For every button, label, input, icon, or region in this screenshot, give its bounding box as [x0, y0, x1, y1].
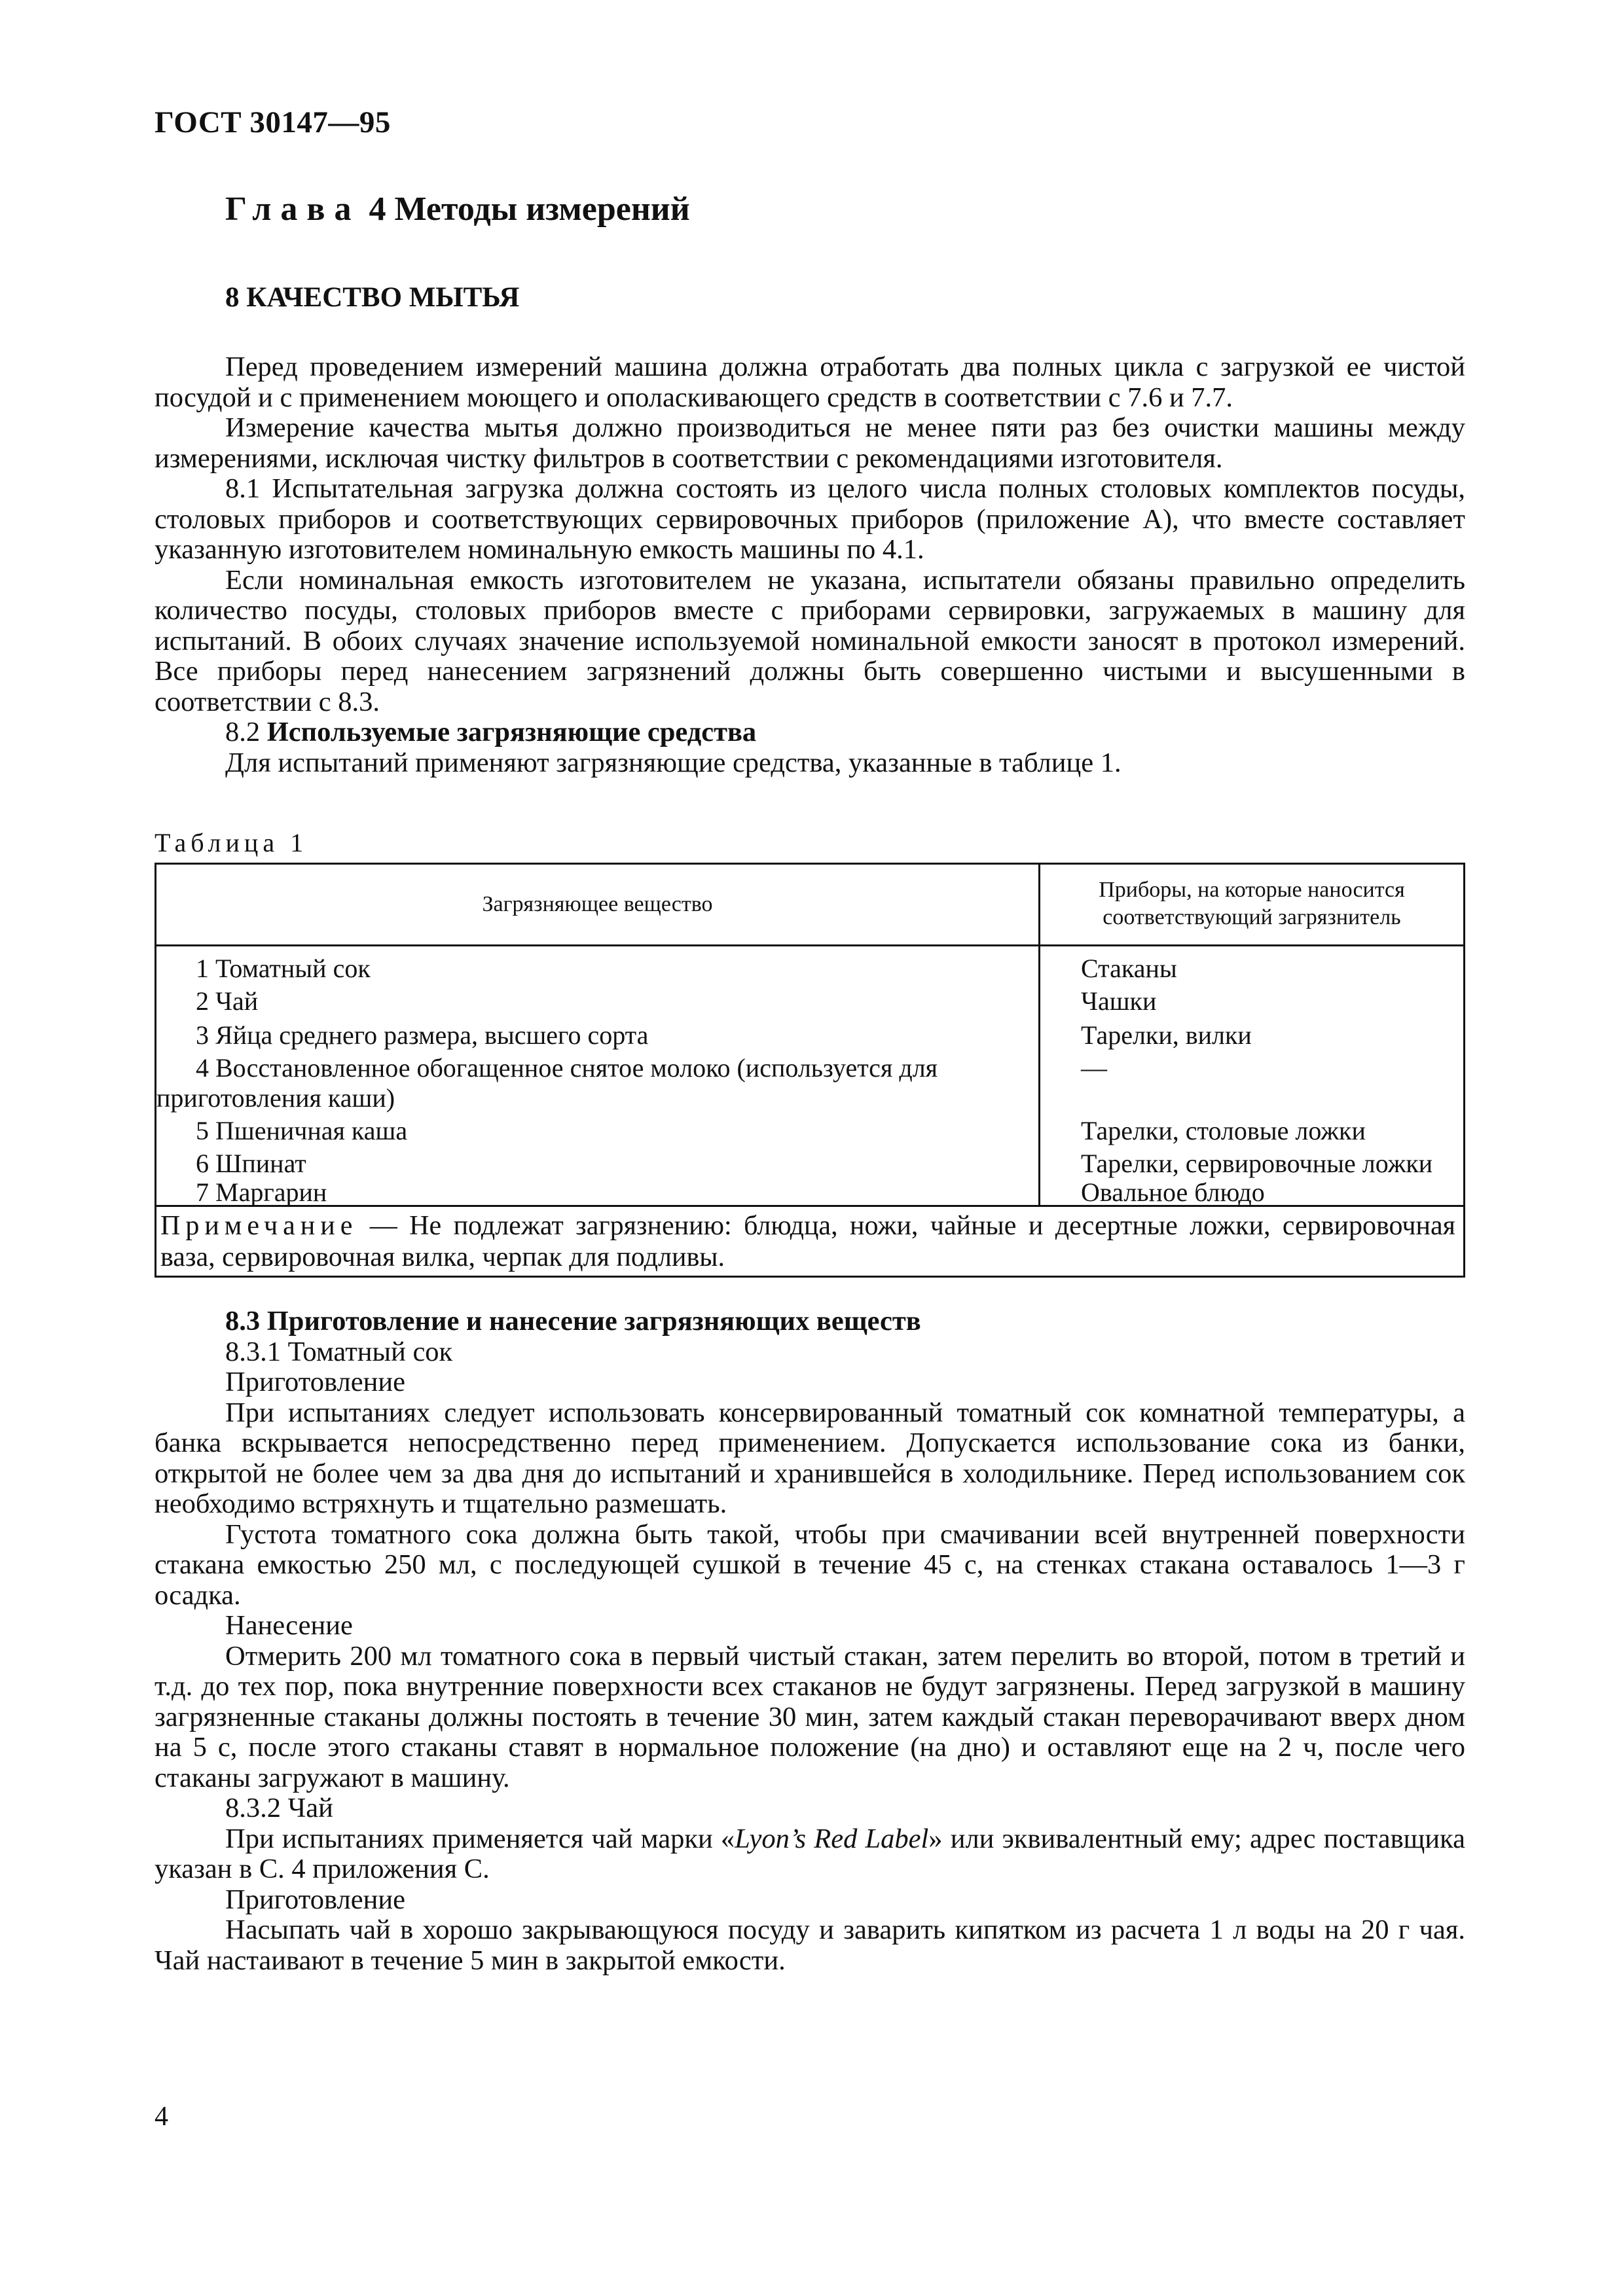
- table-caption: Таблица 1: [155, 828, 308, 857]
- label: Приготовление: [225, 1367, 405, 1397]
- table-cell-items: Стаканы: [1081, 954, 1177, 983]
- label: Приготовление: [225, 1884, 405, 1915]
- table-header-items: Приборы, на которые наносится соответствующий загрязнитель: [1099, 878, 1405, 929]
- table-note-text: — Не подлежат загрязнению: блюдца, ножи, чайные и десертные ложки, сервировочная ваза, сервировочная вилка, черпак для подливы.: [160, 1211, 1455, 1272]
- chapter-label: Глава: [225, 190, 361, 228]
- table-cell-items: Тарелки, сервировочные ложки: [1081, 1149, 1433, 1178]
- chapter-number: 4: [369, 190, 386, 228]
- subsection-title: 8.3.1 Томатный сок: [225, 1336, 453, 1367]
- table-cell-substance: 5 Пшеничная каша: [196, 1116, 408, 1145]
- subsection-number: 8.2: [225, 717, 261, 747]
- paragraph: Насыпать чай в хорошо закрывающуюся посуду и заварить кипятком из расчета 1 л воды на 20 г чая. Чай настаивают в течение 5 мин в закрытой емкости.: [155, 1914, 1465, 1976]
- paragraph: При испытаниях применяется чай марки «Lyon’s Red Label» или эквивалентный ему; адрес поставщика указан в С. 4 приложения С.: [155, 1823, 1465, 1884]
- paragraph: Отмерить 200 мл томатного сока в первый чистый стакан, затем перелить во второй, потом в третий и т.д. до тех пор, пока внутренние поверхности всех стаканов не будут загрязнены. Перед загрузкой в машину загрязненные стаканы должны постоять в течение 30 мин, затем каждый стакан переворачивают вверх дном на 5 с, после этого стаканы ставят в нормальное положение (на дно) и оставляют еще на 2 ч, после чего стаканы загружают в машину.: [155, 1640, 1465, 1793]
- paragraph: Измерение качества мытья должно производиться не менее пяти раз без очистки машины между измерениями, исключая чистку фильтров в соответствии с рекомендациями изготовителя.: [155, 412, 1465, 474]
- paragraph: 8.1 Испытательная загрузка должна состоять из целого числа полных столовых комплектов посуды, столовых приборов и соответствующих сервировочных приборов (приложение А), что вместе составляет указанную изготовителем номинальную емкость машины по 4.1.: [155, 473, 1465, 565]
- table-cell-items: Тарелки, вилки: [1081, 1020, 1252, 1050]
- table-cell-items: Тарелки, столовые ложки: [1081, 1116, 1366, 1145]
- intro-text: [155, 352, 1465, 778]
- paragraph: Для испытаний применяют загрязняющие средства, указанные в таблице 1.: [225, 747, 1122, 778]
- contaminants-table: [155, 863, 1465, 1278]
- table-cell-substance: 2 Чай: [196, 986, 259, 1016]
- label: Нанесение: [225, 1610, 353, 1641]
- table-cell-substance: 6 Шпинат: [196, 1149, 306, 1178]
- document-id: ГОСТ 30147—95: [155, 105, 391, 139]
- table-note: [160, 1210, 1455, 1273]
- table-cell-items: Овальное блюдо: [1081, 1177, 1265, 1207]
- table-cell-items: —: [1081, 1053, 1107, 1083]
- table-note-label: Примечание: [160, 1211, 358, 1241]
- section-heading: 8 КАЧЕСТВО МЫТЬЯ: [225, 282, 520, 313]
- paragraph: При испытаниях следует использовать консервированный томатный сок комнатной температуры, а банка вскрывается непосредственно перед применением. Допускается использование сока из банки, открытой не более чем за два дня до испытаний и хранившейся в холодильнике. Перед использованием сок необходимо встряхнуть и тщательно размешать.: [155, 1397, 1465, 1519]
- table-cell-substance: 7 Маргарин: [196, 1177, 327, 1207]
- table-cell-substance: 1 Томатный сок: [196, 954, 371, 983]
- subsection-title: Используемые загрязняющие средства: [266, 717, 757, 747]
- table-cell-substance: 3 Яйца среднего размера, высшего сорта: [196, 1020, 649, 1050]
- chapter-title: Методы измерений: [394, 190, 690, 228]
- tea-brand: Lyon’s Red Label: [735, 1823, 929, 1854]
- paragraph: Густота томатного сока должна быть такой, чтобы при смачивании всей внутренней поверхности стакана емкостью 250 мл, с последующей сушкой в течение 45 с, на стенках стакана оставалось 1—3 г осадка.: [155, 1518, 1465, 1611]
- subsection-title: 8.3.2 Чай: [225, 1793, 333, 1823]
- table-cell-items: Чашки: [1081, 986, 1157, 1016]
- subsection-heading: 8.3 Приготовление и нанесение загрязняющих веществ: [225, 1306, 921, 1336]
- chapter-heading: [225, 190, 690, 228]
- table-header-substance: Загрязняющее вещество: [482, 892, 713, 916]
- subsection-8-2: [155, 717, 1465, 748]
- paragraph: Если номинальная емкость изготовителем не указана, испытатели обязаны правильно определить количество посуды, столовых приборов вместе с приборами сервировки, загружаемых в машину для испытаний. В обоих случаях значение используемой номинальной емкости заносят в протокол измерений. Все приборы перед нанесением загрязнений должны быть совершенно чистыми и высушенными в соответствии с 8.3.: [155, 564, 1465, 717]
- table-cell-substance: 4 Восстановленное обогащенное снятое молоко (используется для приготовления каши): [156, 1053, 938, 1113]
- paragraph: Перед проведением измерений машина должна отработать два полных цикла с загрузкой ее чистой посудой и с применением моющего и ополаскивающего средств в соответствии с 7.6 и 7.7.: [155, 351, 1465, 413]
- section-8-3-text: [155, 1306, 1465, 1976]
- page-number: 4: [155, 2102, 168, 2132]
- table-header-divider: [156, 944, 1463, 946]
